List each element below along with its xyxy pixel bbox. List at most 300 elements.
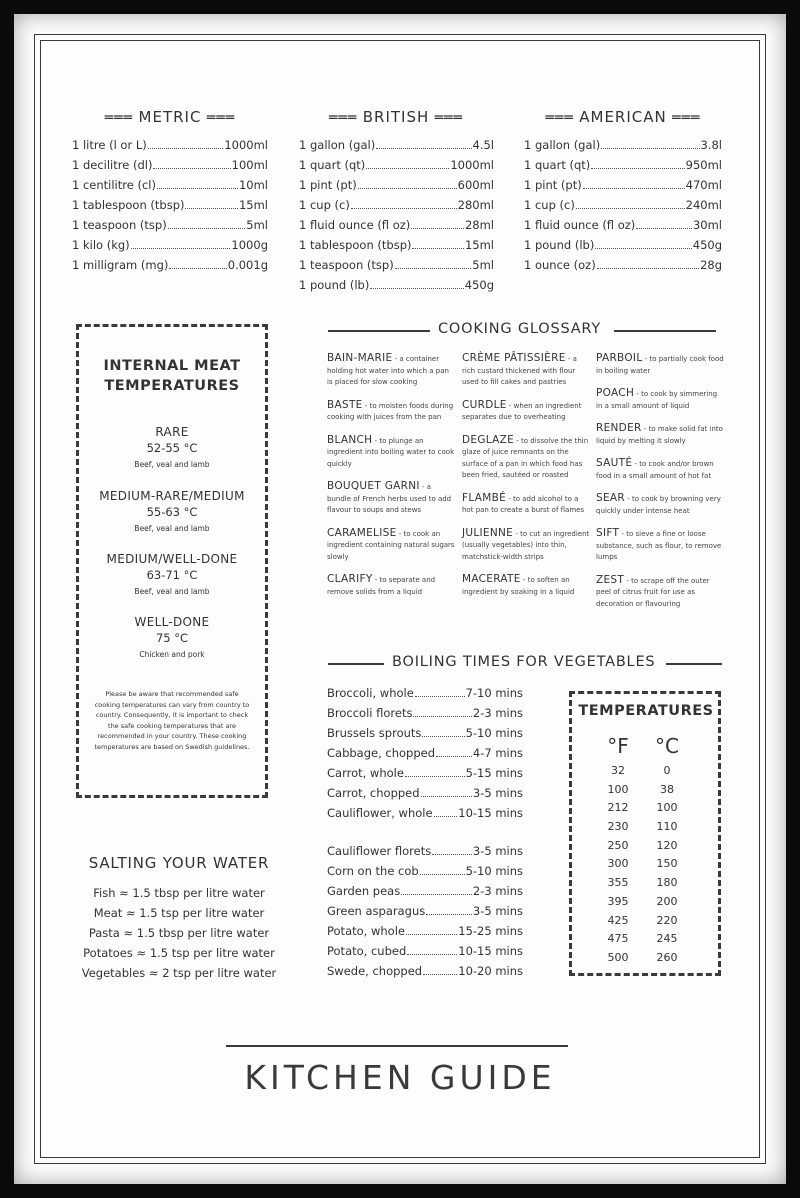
dot-leader: [185, 208, 237, 209]
row-label: 1 cup (c): [299, 198, 350, 212]
glossary-entry: [327, 574, 455, 598]
glossary-separator: -: [372, 436, 380, 445]
row-label: Carrot, whole: [327, 766, 404, 780]
glossary-term: JULIENNE: [462, 526, 514, 539]
glossary-separator: -: [392, 355, 400, 363]
glossary-definition: to dissolve the thin glaze of juice remnants on the surface of a pan in which food has been fried, sautéed or roasted: [462, 436, 589, 479]
meat-doneness: MEDIUM/WELL-DONE: [106, 552, 238, 566]
row-value: 10-15 mins: [458, 806, 523, 820]
row-value: 10-15 mins: [458, 944, 523, 958]
glossary-separator: -: [514, 436, 522, 445]
list-row: [327, 806, 523, 826]
list-cell: 0: [663, 764, 671, 777]
dot-leader: [412, 248, 463, 249]
row-label: 1 tablespoon (tbsp): [72, 198, 185, 212]
list-cell: 180: [656, 876, 678, 890]
dot-leader: [366, 168, 449, 169]
glossary-definition: to moisten foods during cooking with juices from the pan: [327, 401, 454, 421]
list-cell: 425: [607, 913, 629, 927]
list-cell: 110: [656, 820, 678, 834]
glossary-definition: to plunge an ingredient into boiling water to cook quickly: [327, 436, 455, 468]
metric-heading: [72, 108, 268, 126]
list-cell: 38: [660, 782, 674, 796]
row-label: 1 ounce (oz): [524, 258, 596, 272]
glossary-entry: [462, 400, 590, 424]
glossary-definition: to cut an ingredient (usually vegetables) into thin, matchstick-width strips: [462, 529, 590, 561]
list-row: [299, 258, 494, 278]
list-row: [327, 864, 523, 884]
list-row: [327, 964, 523, 984]
row-value: 5-10 mins: [465, 864, 523, 878]
list-row: [524, 258, 722, 278]
glossary-separator: -: [641, 425, 649, 433]
meat-temperature: 63-71 °C: [146, 568, 198, 582]
heading-bars-left: ═══: [328, 110, 363, 126]
list-cell: 245: [656, 932, 678, 946]
boiling-title: BOILING TIMES FOR VEGETABLES: [392, 654, 656, 670]
glossary-definition: to cook by simmering in a small amount of liquid: [596, 390, 718, 410]
british-heading: [298, 108, 494, 126]
glossary-term: CLARIFY: [327, 573, 373, 585]
row-value: 2-3 mins: [472, 706, 523, 720]
dot-leader: [597, 268, 699, 269]
celsius-column: [647, 762, 687, 968]
meat-description: Chicken and pork: [139, 650, 205, 659]
heading-bars-right: ═══: [201, 110, 236, 126]
dot-leader: [153, 168, 230, 169]
list-cell: Potatoes ≈ 1.5 tsp per litre water: [83, 946, 275, 960]
glossary-term: FLAMBÉ: [462, 491, 507, 504]
list-row: [524, 238, 722, 258]
row-value: 0.001g: [227, 258, 268, 272]
row-value: 7-10 mins: [465, 686, 523, 700]
metric-list: [72, 138, 268, 278]
meat-description: Beef, veal and lamb: [134, 460, 210, 469]
list-cell: 200: [656, 894, 678, 908]
meat-item-medium-rare: [78, 489, 266, 533]
poster-title: KITCHEN GUIDE: [244, 1058, 556, 1097]
glossary-term: DEGLAZE: [462, 433, 515, 446]
list-row: [524, 138, 722, 158]
row-value: 240ml: [685, 198, 722, 212]
glossary-definition: to cook and/or brown food in a small amount of hot fat: [596, 460, 714, 480]
dot-leader: [421, 796, 472, 797]
row-label: Potato, cubed: [327, 944, 407, 958]
dot-leader: [426, 914, 472, 915]
list-row: [72, 178, 268, 198]
dot-leader: [401, 894, 472, 895]
list-row: [327, 746, 523, 766]
glossary-entry: [462, 528, 590, 564]
celsius-heading: °C: [655, 734, 679, 758]
glossary-rule-left: [328, 330, 430, 332]
boiling-rule-right: [666, 663, 722, 665]
row-value: 28ml: [464, 218, 494, 232]
list-row: [299, 138, 494, 158]
list-row: [524, 218, 722, 238]
dot-leader: [415, 696, 465, 697]
heading-bars-right: ═══: [666, 110, 701, 126]
meat-item-rare: [78, 425, 266, 469]
row-value: 4.5l: [472, 138, 494, 152]
list-cell: 260: [656, 950, 678, 964]
row-label: 1 milligram (mg): [72, 258, 169, 272]
list-cell: 395: [607, 894, 629, 908]
list-row: [72, 138, 268, 158]
glossary-separator: -: [419, 483, 427, 491]
row-value: 450g: [464, 278, 494, 292]
row-value: 600ml: [457, 178, 494, 192]
list-cell: 230: [607, 820, 629, 834]
dot-leader: [169, 268, 226, 269]
glossary-definition: to separate and remove solids from a liquid: [327, 576, 436, 596]
temperatures-title: TEMPERATURES: [578, 703, 714, 719]
glossary-definition: to sieve a fine or loose substance, such as flour, to remove lumps: [596, 530, 722, 561]
glossary-entry: [462, 435, 590, 482]
meat-doneness: WELL-DONE: [134, 615, 210, 629]
row-label: Cabbage, chopped: [327, 746, 436, 760]
meat-temperature: 52-55 °C: [146, 441, 198, 455]
dot-leader: [601, 148, 699, 149]
list-row: [327, 686, 523, 706]
glossary-entry: [596, 458, 724, 482]
fahrenheit-heading: °F: [607, 734, 629, 758]
glossary-column-3: [596, 353, 724, 621]
dot-leader: [351, 208, 457, 209]
row-value: 4-7 mins: [472, 746, 523, 760]
boiling-rule-left: [328, 663, 384, 665]
list-row: [327, 844, 523, 864]
glossary-entry: [327, 400, 455, 424]
row-label: Broccoli, whole: [327, 686, 414, 700]
dot-leader: [434, 816, 458, 817]
row-value: 1000ml: [450, 158, 494, 172]
dot-leader: [405, 776, 465, 777]
glossary-column-1: [327, 353, 455, 609]
glossary-definition: a rich custard thickened with flour used to fill cakes and pastries: [462, 355, 577, 386]
meat-temperature: 55-63 °C: [146, 505, 198, 519]
row-value: 950ml: [685, 158, 722, 172]
list-row: [327, 944, 523, 964]
glossary-separator: -: [565, 355, 573, 363]
row-label: 1 cup (c): [524, 198, 575, 212]
list-row: [72, 158, 268, 178]
list-row: [327, 904, 523, 924]
glossary-definition: to scrape off the outer peel of citrus fruit for use as decoration or flavouring: [596, 576, 710, 608]
list-cell: 100: [607, 782, 629, 796]
list-row: [72, 258, 268, 278]
row-label: 1 quart (qt): [524, 158, 591, 172]
list-row: [299, 238, 494, 258]
dot-leader: [432, 854, 472, 855]
row-label: 1 gallon (gal): [524, 138, 601, 152]
dot-leader: [168, 228, 246, 229]
row-label: 1 kilo (kg): [72, 238, 130, 252]
list-cell: 32: [611, 764, 625, 777]
list-row: [524, 198, 722, 218]
list-cell: 100: [656, 801, 678, 815]
list-cell: 300: [607, 857, 629, 871]
list-row: [524, 178, 722, 198]
row-label: 1 pint (pt): [299, 178, 357, 192]
glossary-term: CRÈME PÂTISSIÈRE: [462, 352, 566, 364]
row-value: 5ml: [472, 258, 494, 272]
dot-leader: [413, 716, 471, 717]
row-label: Cauliflower, whole: [327, 806, 433, 820]
meat-title-line-1: INTERNAL MEAT: [103, 358, 241, 374]
dot-leader: [420, 874, 465, 875]
glossary-column-2: [462, 353, 590, 609]
row-value: 3.8l: [700, 138, 722, 152]
glossary-separator: -: [506, 401, 514, 410]
glossary-definition: to partially cook food in boiling water: [596, 355, 724, 375]
glossary-title: COOKING GLOSSARY: [438, 321, 602, 337]
list-row: [72, 218, 268, 238]
glossary-term: BOUQUET GARNI: [327, 480, 420, 492]
row-label: 1 gallon (gal): [299, 138, 376, 152]
row-value: 5ml: [246, 218, 268, 232]
glossary-separator: -: [632, 460, 640, 468]
glossary-definition: to cook an ingredient containing natural sugars slowly: [327, 529, 455, 561]
row-value: 450g: [692, 238, 722, 252]
list-row: [299, 178, 494, 198]
row-value: 10ml: [238, 178, 268, 192]
row-value: 5-15 mins: [465, 766, 523, 780]
glossary-entry: [327, 481, 455, 517]
dot-leader: [576, 208, 685, 209]
row-label: 1 fluid ounce (fl oz): [299, 218, 411, 232]
list-cell: 475: [607, 932, 629, 946]
list-cell: Meat ≈ 1.5 tsp per litre water: [93, 906, 265, 920]
row-value: 470ml: [685, 178, 722, 192]
glossary-definition: to make solid fat into liquid by melting it slowly: [596, 425, 723, 445]
salting-list: [70, 883, 288, 983]
row-label: Corn on the cob: [327, 864, 419, 878]
glossary-separator: -: [396, 529, 404, 538]
row-label: Green asparagus: [327, 904, 426, 918]
row-label: 1 quart (qt): [299, 158, 366, 172]
american-heading: [524, 108, 722, 126]
glossary-separator: -: [624, 495, 632, 503]
list-row: [299, 278, 494, 298]
list-cell: 120: [656, 838, 678, 852]
row-label: 1 teaspoon (tsp): [72, 218, 167, 232]
meat-temperature: 75 °C: [155, 631, 189, 645]
list-cell: 150: [656, 857, 678, 871]
list-row: [299, 218, 494, 238]
row-label: Swede, chopped: [327, 964, 423, 978]
glossary-definition: a bundle of French herbs used to add flavour to soups and stews: [327, 483, 452, 514]
glossary-term: CARAMELISE: [327, 526, 397, 539]
glossary-entry: [596, 528, 724, 564]
dot-leader: [370, 288, 463, 289]
glossary-entry: [596, 423, 724, 447]
glossary-entry: [462, 493, 590, 517]
glossary-entry: [327, 528, 455, 564]
row-label: 1 litre (l or L): [72, 138, 147, 152]
row-label: 1 pint (pt): [524, 178, 582, 192]
row-value: 30ml: [692, 218, 722, 232]
glossary-term: SAUTÉ: [596, 457, 633, 469]
glossary-entry: [462, 574, 590, 598]
heading-bars-right: ═══: [429, 110, 464, 126]
row-label: 1 tablespoon (tbsp): [299, 238, 412, 252]
heading-bars-left: ═══: [104, 110, 139, 126]
dot-leader: [636, 228, 692, 229]
glossary-term: PARBOIL: [596, 352, 643, 364]
glossary-entry: [596, 493, 724, 517]
dot-leader: [595, 248, 691, 249]
dot-leader: [422, 736, 464, 737]
row-label: Potato, whole: [327, 924, 405, 938]
glossary-separator: -: [513, 529, 521, 538]
row-label: Carrot, chopped: [327, 786, 420, 800]
dot-leader: [406, 934, 457, 935]
dot-leader: [583, 188, 685, 189]
glossary-separator: -: [624, 576, 632, 585]
salting-title: SALTING YOUR WATER: [88, 854, 270, 872]
row-label: Cauliflower florets: [327, 844, 432, 858]
list-row: [327, 726, 523, 746]
row-label: 1 decilitre (dl): [72, 158, 153, 172]
glossary-separator: -: [506, 494, 513, 503]
row-value: 2-3 mins: [472, 884, 523, 898]
row-value: 1000g: [231, 238, 268, 252]
list-row: [327, 766, 523, 786]
glossary-separator: -: [372, 576, 380, 584]
row-value: 15ml: [464, 238, 494, 252]
metric-title: METRIC: [138, 108, 202, 126]
glossary-definition: to cook by browning very quickly under intense heat: [596, 495, 721, 515]
dot-leader: [376, 148, 471, 149]
dot-leader: [157, 188, 238, 189]
american-list: [524, 138, 722, 278]
glossary-definition: a container holding hot water into which a pan is placed for slow cooking: [327, 355, 449, 386]
american-title: AMERICAN: [579, 108, 667, 126]
dot-leader: [407, 954, 457, 955]
row-value: 3-5 mins: [472, 786, 523, 800]
meat-doneness: RARE: [155, 425, 189, 439]
row-value: 10-20 mins: [458, 964, 523, 978]
glossary-separator: -: [520, 576, 528, 584]
glossary-definition: to soften an ingredient by soaking in a liquid: [462, 576, 575, 596]
british-list: [299, 138, 494, 298]
row-value: 100ml: [231, 158, 268, 172]
meat-title-line-2: TEMPERATURES: [104, 378, 240, 394]
dot-leader: [148, 148, 224, 149]
list-row: [72, 198, 268, 218]
boiling-list-2: [327, 844, 523, 984]
glossary-term: ZEST: [596, 573, 625, 586]
row-label: 1 pound (lb): [524, 238, 595, 252]
glossary-entry: [327, 435, 455, 471]
meat-doneness: MEDIUM-RARE/MEDIUM: [99, 489, 245, 503]
list-row: [327, 706, 523, 726]
list-row: [327, 924, 523, 944]
glossary-entry: [462, 353, 590, 389]
glossary-separator: -: [642, 355, 650, 363]
glossary-separator: -: [634, 390, 642, 398]
row-value: 5-10 mins: [465, 726, 523, 740]
row-label: Broccoli florets: [327, 706, 413, 720]
glossary-definition: when an ingredient separates due to overheating: [462, 401, 582, 421]
glossary-term: RENDER: [596, 422, 642, 434]
dot-leader: [358, 188, 457, 189]
meat-description: Beef, veal and lamb: [134, 524, 210, 533]
glossary-term: MACERATE: [462, 573, 521, 585]
dot-leader: [395, 268, 472, 269]
dot-leader: [411, 228, 464, 229]
glossary-rule-right: [614, 330, 716, 332]
list-cell: 250: [607, 838, 629, 852]
heading-bars-left: ═══: [545, 110, 580, 126]
list-cell: 220: [656, 913, 678, 927]
glossary-entry: [596, 575, 724, 611]
fahrenheit-column: [598, 762, 638, 968]
glossary-term: BLANCH: [327, 433, 373, 446]
row-value: 1000ml: [224, 138, 268, 152]
title-rule: [226, 1045, 568, 1047]
meat-item-well-done: [78, 615, 266, 659]
list-cell: 500: [607, 950, 629, 964]
list-row: [299, 158, 494, 178]
list-cell: 212: [607, 801, 629, 815]
row-label: Brussels sprouts: [327, 726, 422, 740]
list-cell: 355: [607, 876, 629, 890]
dot-leader: [423, 974, 457, 975]
glossary-term: SEAR: [596, 492, 625, 504]
list-cell: Vegetables ≈ 2 tsp per litre water: [81, 966, 277, 980]
list-row: [299, 198, 494, 218]
list-cell: Fish ≈ 1.5 tbsp per litre water: [93, 886, 265, 900]
temperatures-box: [569, 691, 721, 976]
row-label: 1 centilitre (cl): [72, 178, 156, 192]
dot-leader: [436, 756, 472, 757]
row-value: 28g: [700, 258, 722, 272]
glossary-entry: [596, 388, 724, 412]
row-label: 1 teaspoon (tsp): [299, 258, 394, 272]
glossary-term: BAIN-MARIE: [327, 352, 393, 364]
row-label: Garden peas: [327, 884, 401, 898]
list-row: [524, 158, 722, 178]
meat-description: Beef, veal and lamb: [134, 587, 210, 596]
meat-safety-note: Please be aware that recommended safe cooking temperatures can vary from country to country. Consequently, it is important to check the safe cooking temperatures that are recommended in your country. These cooking temperatures are based on Swedish guidelines.: [94, 690, 250, 751]
glossary-separator: -: [619, 530, 627, 538]
glossary-term: POACH: [596, 387, 635, 399]
row-value: 3-5 mins: [472, 844, 523, 858]
boiling-list-1: [327, 686, 523, 826]
glossary-term: SIFT: [596, 527, 620, 539]
glossary-entry: [327, 353, 455, 389]
dot-leader: [131, 248, 231, 249]
row-value: 3-5 mins: [472, 904, 523, 918]
glossary-definition: to add alcohol to a hot pan to create a burst of flames: [462, 494, 585, 514]
british-title: BRITISH: [362, 108, 430, 126]
list-row: [327, 884, 523, 904]
row-value: 15ml: [238, 198, 268, 212]
list-cell: Pasta ≈ 1.5 tbsp per litre water: [88, 926, 270, 940]
row-label: 1 pound (lb): [299, 278, 370, 292]
dot-leader: [591, 168, 684, 169]
row-value: 15-25 mins: [458, 924, 523, 938]
row-value: 280ml: [457, 198, 494, 212]
list-row: [327, 786, 523, 806]
glossary-separator: -: [362, 401, 370, 410]
list-row: [72, 238, 268, 258]
glossary-term: BASTE: [327, 398, 363, 411]
glossary-term: CURDLE: [462, 398, 507, 411]
glossary-entry: [596, 353, 724, 377]
